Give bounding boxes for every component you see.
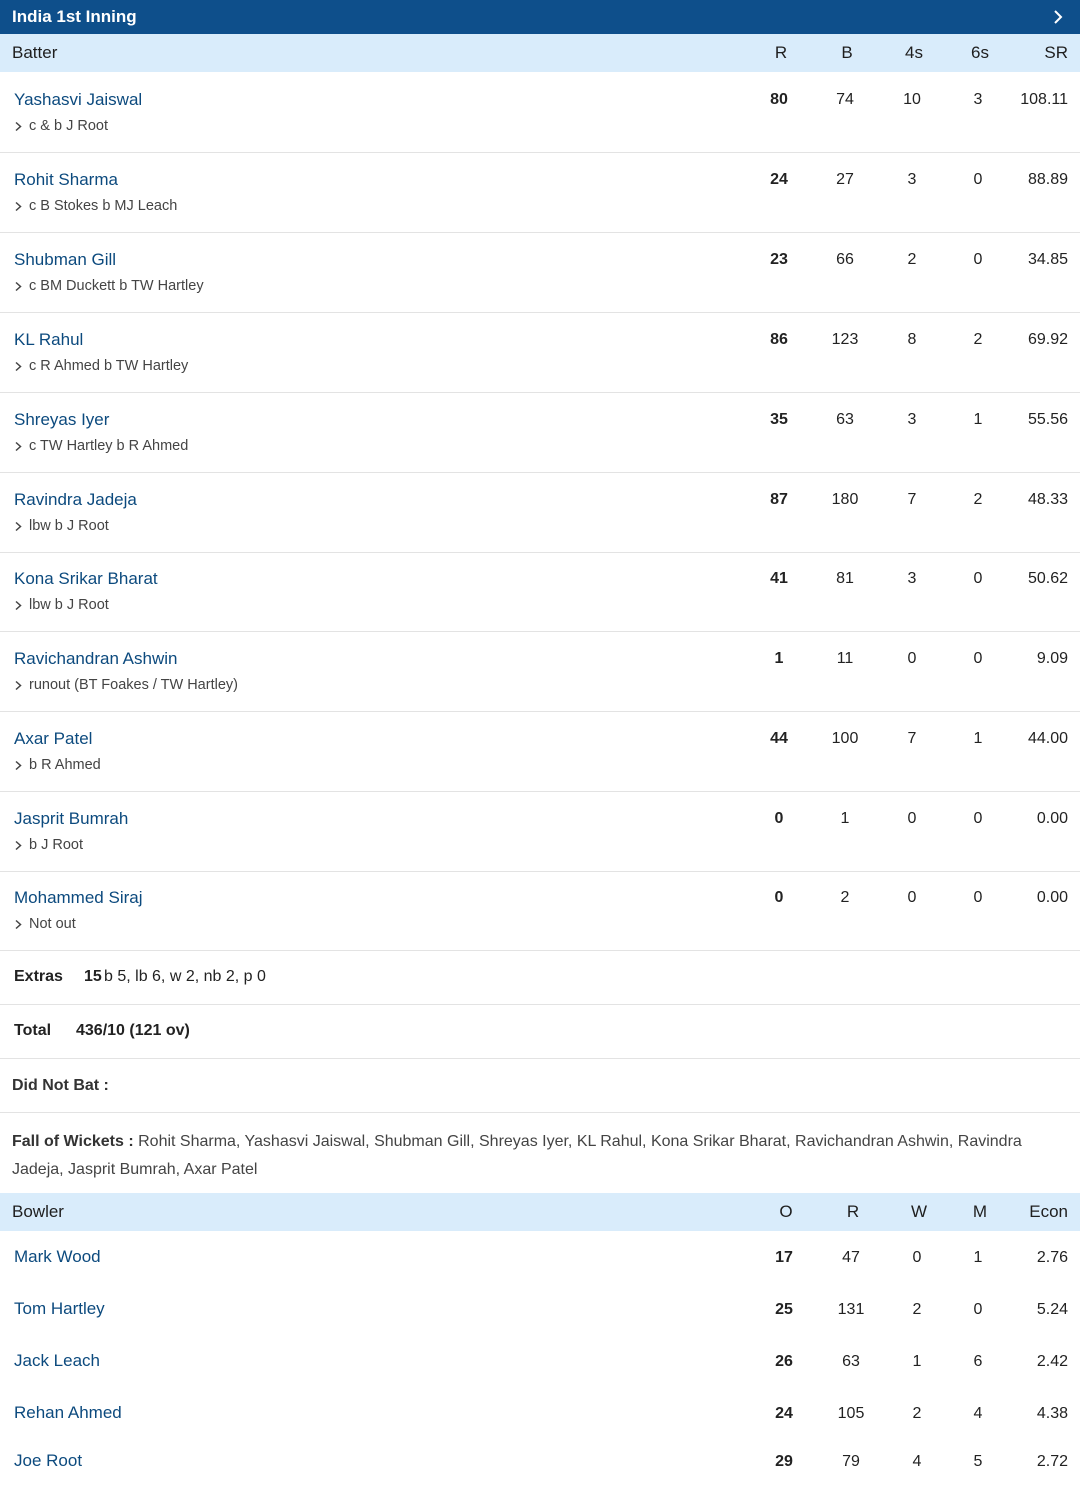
batter-sixes: 1 — [973, 411, 983, 428]
balls-column-header: B — [841, 43, 853, 62]
dismissal-text: runout (BT Foakes / TW Hartley) — [29, 677, 238, 693]
batter-fours: 3 — [907, 570, 917, 587]
bowler-runs: 47 — [842, 1249, 860, 1266]
batter-row — [0, 632, 1080, 712]
bowler-economy: 4.38 — [1036, 1405, 1068, 1422]
batter-runs: 41 — [770, 570, 788, 587]
chevron-right-icon[interactable] — [1048, 5, 1068, 29]
dismissal-text: c BM Duckett b TW Hartley — [29, 278, 204, 294]
bowler-maidens: 4 — [973, 1405, 983, 1422]
dismissal-text: b R Ahmed — [29, 757, 101, 773]
batter-column-header: Batter — [12, 43, 58, 62]
bowler-runs: 131 — [837, 1301, 865, 1318]
batter-runs: 87 — [770, 491, 788, 508]
bowler-overs: 24 — [775, 1405, 793, 1422]
dismissal-text: b J Root — [29, 837, 83, 853]
batter-fours: 3 — [907, 411, 917, 428]
dismissal-text: lbw b J Root — [29, 597, 109, 613]
batter-strike-rate: 0.00 — [1036, 810, 1068, 827]
dismissal-text: c & b J Root — [29, 118, 108, 134]
batter-fours: 2 — [907, 251, 917, 268]
batter-balls: 11 — [836, 650, 854, 667]
bowler-overs: 29 — [775, 1453, 793, 1470]
batter-strike-rate: 34.85 — [1027, 251, 1068, 268]
sixes-column-header: 6s — [971, 43, 989, 62]
bowler-overs: 25 — [775, 1301, 793, 1318]
did-not-bat-label: Did Not Bat : — [12, 1077, 109, 1094]
batter-sixes: 0 — [973, 171, 983, 188]
fall-of-wickets — [12, 1128, 1062, 1184]
batter-name[interactable]: Mohammed Siraj — [14, 888, 143, 907]
batter-name[interactable]: Kona Srikar Bharat — [14, 569, 158, 588]
batter-name[interactable]: Yashasvi Jaiswal — [14, 90, 143, 109]
bowler-wickets: 0 — [912, 1249, 922, 1266]
bowler-wickets: 1 — [912, 1353, 922, 1370]
bowler-row — [0, 1336, 1080, 1388]
dismissal-toggle[interactable] — [14, 358, 188, 374]
batter-sixes: 0 — [973, 889, 983, 906]
bowler-economy: 2.72 — [1036, 1453, 1068, 1470]
batter-strike-rate: 48.33 — [1027, 491, 1068, 508]
economy-column-header: Econ — [1029, 1202, 1068, 1221]
chevron-right-icon — [14, 600, 23, 611]
batter-name[interactable]: Shreyas Iyer — [14, 410, 110, 429]
batter-row — [0, 552, 1080, 632]
fall-of-wickets-label: Fall of Wickets : — [12, 1133, 134, 1150]
innings-title: India 1st Inning — [12, 7, 137, 26]
bowler-maidens: 5 — [973, 1453, 983, 1470]
extras-row — [0, 951, 1080, 1005]
chevron-right-icon — [14, 919, 23, 930]
batter-row — [0, 153, 1080, 233]
batter-balls: 180 — [831, 491, 859, 508]
maidens-column-header: M — [972, 1202, 988, 1221]
strike-rate-column-header: SR — [1044, 43, 1068, 62]
dismissal-toggle[interactable] — [14, 198, 177, 214]
batter-runs: 1 — [774, 650, 784, 667]
batter-strike-rate: 0.00 — [1036, 889, 1068, 906]
batter-runs: 0 — [774, 889, 784, 906]
batter-strike-rate: 50.62 — [1027, 570, 1068, 587]
dismissal-text: c B Stokes b MJ Leach — [29, 198, 178, 214]
chevron-right-icon — [14, 361, 23, 372]
bowler-wickets: 2 — [912, 1301, 922, 1318]
runs-conceded-column-header: R — [846, 1202, 860, 1221]
batter-sixes: 0 — [973, 570, 983, 587]
batter-balls: 63 — [836, 411, 854, 428]
batter-runs: 80 — [770, 91, 788, 108]
bowler-overs: 26 — [775, 1353, 793, 1370]
batter-strike-rate: 44.00 — [1027, 730, 1068, 747]
batting-table-header — [0, 34, 1080, 72]
batter-row — [0, 712, 1080, 792]
batter-fours: 3 — [907, 171, 917, 188]
bowler-column-header: Bowler — [12, 1202, 64, 1221]
batter-fours: 0 — [907, 810, 917, 827]
chevron-right-icon — [14, 840, 23, 851]
bowler-name[interactable]: Tom Hartley — [14, 1299, 105, 1318]
batter-sixes: 0 — [973, 251, 983, 268]
batter-strike-rate: 88.89 — [1027, 171, 1068, 188]
bowler-maidens: 1 — [973, 1249, 983, 1266]
chevron-right-icon — [14, 760, 23, 771]
innings-header[interactable] — [0, 0, 1080, 34]
chevron-right-icon — [14, 521, 23, 532]
batter-balls: 123 — [831, 331, 859, 348]
did-not-bat-row — [0, 1059, 1080, 1113]
batter-fours: 7 — [907, 730, 917, 747]
batter-fours: 10 — [903, 91, 921, 108]
batter-fours: 0 — [907, 650, 917, 667]
total-row — [0, 1005, 1080, 1059]
chevron-right-icon — [14, 680, 23, 691]
batter-sixes: 2 — [973, 331, 983, 348]
dismissal-toggle[interactable] — [14, 278, 204, 294]
batter-balls: 1 — [840, 810, 850, 827]
batter-runs: 23 — [770, 251, 788, 268]
batter-strike-rate: 55.56 — [1027, 411, 1068, 428]
total-label: Total — [14, 1022, 52, 1039]
fours-column-header: 4s — [905, 43, 923, 62]
dismissal-toggle[interactable] — [14, 118, 108, 134]
chevron-right-icon — [14, 441, 23, 452]
bowler-name[interactable]: Mark Wood — [14, 1247, 101, 1266]
dismissal-toggle[interactable] — [14, 597, 109, 613]
bowler-runs: 63 — [842, 1353, 860, 1370]
dismissal-text: c TW Hartley b R Ahmed — [29, 438, 189, 454]
batter-runs: 0 — [774, 810, 784, 827]
chevron-right-icon — [14, 121, 23, 132]
batter-fours: 0 — [907, 889, 917, 906]
batter-row — [0, 73, 1080, 153]
chevron-right-icon — [14, 281, 23, 292]
fall-of-wickets-text: Rohit Sharma, Yashasvi Jaiswal, Shubman Gill, Shreyas Iyer, KL Rahul, Kona Srikar Bharat, Ravichandran Ashwin, Ravindra Jadeja, Jasprit Bumrah, Axar Patel — [12, 1133, 1022, 1178]
batter-row — [0, 871, 1080, 951]
wickets-column-header: W — [910, 1202, 928, 1221]
bowler-runs: 105 — [837, 1405, 865, 1422]
dismissal-text: Not out — [29, 916, 76, 932]
batter-sixes: 1 — [973, 730, 983, 747]
runs-column-header: R — [774, 43, 788, 62]
batter-name[interactable]: Shubman Gill — [14, 250, 117, 269]
batter-name[interactable]: KL Rahul — [14, 330, 84, 349]
bowler-name[interactable]: Joe Root — [14, 1451, 83, 1470]
bowler-wickets: 4 — [912, 1453, 922, 1470]
batter-row — [0, 792, 1080, 872]
extras-label: Extras — [14, 968, 63, 985]
bowler-row — [0, 1436, 1080, 1488]
chevron-right-icon — [14, 201, 23, 212]
batter-balls: 2 — [840, 889, 850, 906]
batter-name[interactable]: Ravichandran Ashwin — [14, 649, 178, 668]
bowler-row — [0, 1388, 1080, 1440]
bowler-overs: 17 — [775, 1249, 793, 1266]
batter-row — [0, 473, 1080, 553]
batter-sixes: 0 — [973, 650, 983, 667]
dismissal-toggle[interactable] — [14, 438, 188, 454]
batter-name[interactable]: Jasprit Bumrah — [14, 809, 129, 828]
batter-balls: 74 — [836, 91, 854, 108]
batter-sixes: 2 — [973, 491, 983, 508]
batter-row — [0, 313, 1080, 393]
dismissal-toggle[interactable] — [14, 837, 83, 853]
batter-runs: 24 — [770, 171, 788, 188]
batter-row — [0, 233, 1080, 313]
dismissal-toggle[interactable] — [14, 757, 101, 773]
batter-runs: 86 — [770, 331, 788, 348]
bowler-name[interactable]: Jack Leach — [14, 1351, 100, 1370]
bowling-table-header — [0, 1193, 1080, 1231]
batter-fours: 8 — [907, 331, 917, 348]
extras-total: 15 — [84, 968, 102, 985]
bowler-name[interactable]: Rehan Ahmed — [14, 1403, 122, 1422]
batter-balls: 81 — [836, 570, 854, 587]
bowler-economy: 5.24 — [1036, 1301, 1068, 1318]
bowler-economy: 2.42 — [1036, 1353, 1068, 1370]
batter-strike-rate: 108.11 — [1020, 91, 1068, 108]
bowler-wickets: 2 — [912, 1405, 922, 1422]
batter-runs: 35 — [770, 411, 788, 428]
bowler-row — [0, 1232, 1080, 1284]
bowler-economy: 2.76 — [1036, 1249, 1068, 1266]
batter-name[interactable]: Ravindra Jadeja — [14, 490, 137, 509]
batter-balls: 100 — [831, 730, 859, 747]
batter-sixes: 0 — [973, 810, 983, 827]
batter-fours: 7 — [907, 491, 917, 508]
batter-name[interactable]: Rohit Sharma — [14, 170, 118, 189]
dismissal-toggle[interactable] — [14, 916, 76, 932]
dismissal-text: lbw b J Root — [29, 518, 109, 534]
batter-row — [0, 393, 1080, 473]
batter-balls: 66 — [836, 251, 854, 268]
batter-balls: 27 — [836, 171, 854, 188]
extras-detail: b 5, lb 6, w 2, nb 2, p 0 — [104, 968, 266, 985]
overs-column-header: O — [779, 1202, 793, 1221]
bowler-maidens: 6 — [973, 1353, 983, 1370]
bowler-row — [0, 1284, 1080, 1336]
batter-runs: 44 — [770, 730, 788, 747]
batter-strike-rate: 9.09 — [1036, 650, 1068, 667]
dismissal-toggle[interactable] — [14, 677, 238, 693]
dismissal-text: c R Ahmed b TW Hartley — [29, 358, 189, 374]
batter-name[interactable]: Axar Patel — [14, 729, 93, 748]
batter-sixes: 3 — [973, 91, 983, 108]
total-value: 436/10 (121 ov) — [76, 1022, 190, 1039]
dismissal-toggle[interactable] — [14, 518, 109, 534]
batter-strike-rate: 69.92 — [1027, 331, 1068, 348]
bowler-maidens: 0 — [973, 1301, 983, 1318]
bowler-runs: 79 — [842, 1453, 860, 1470]
